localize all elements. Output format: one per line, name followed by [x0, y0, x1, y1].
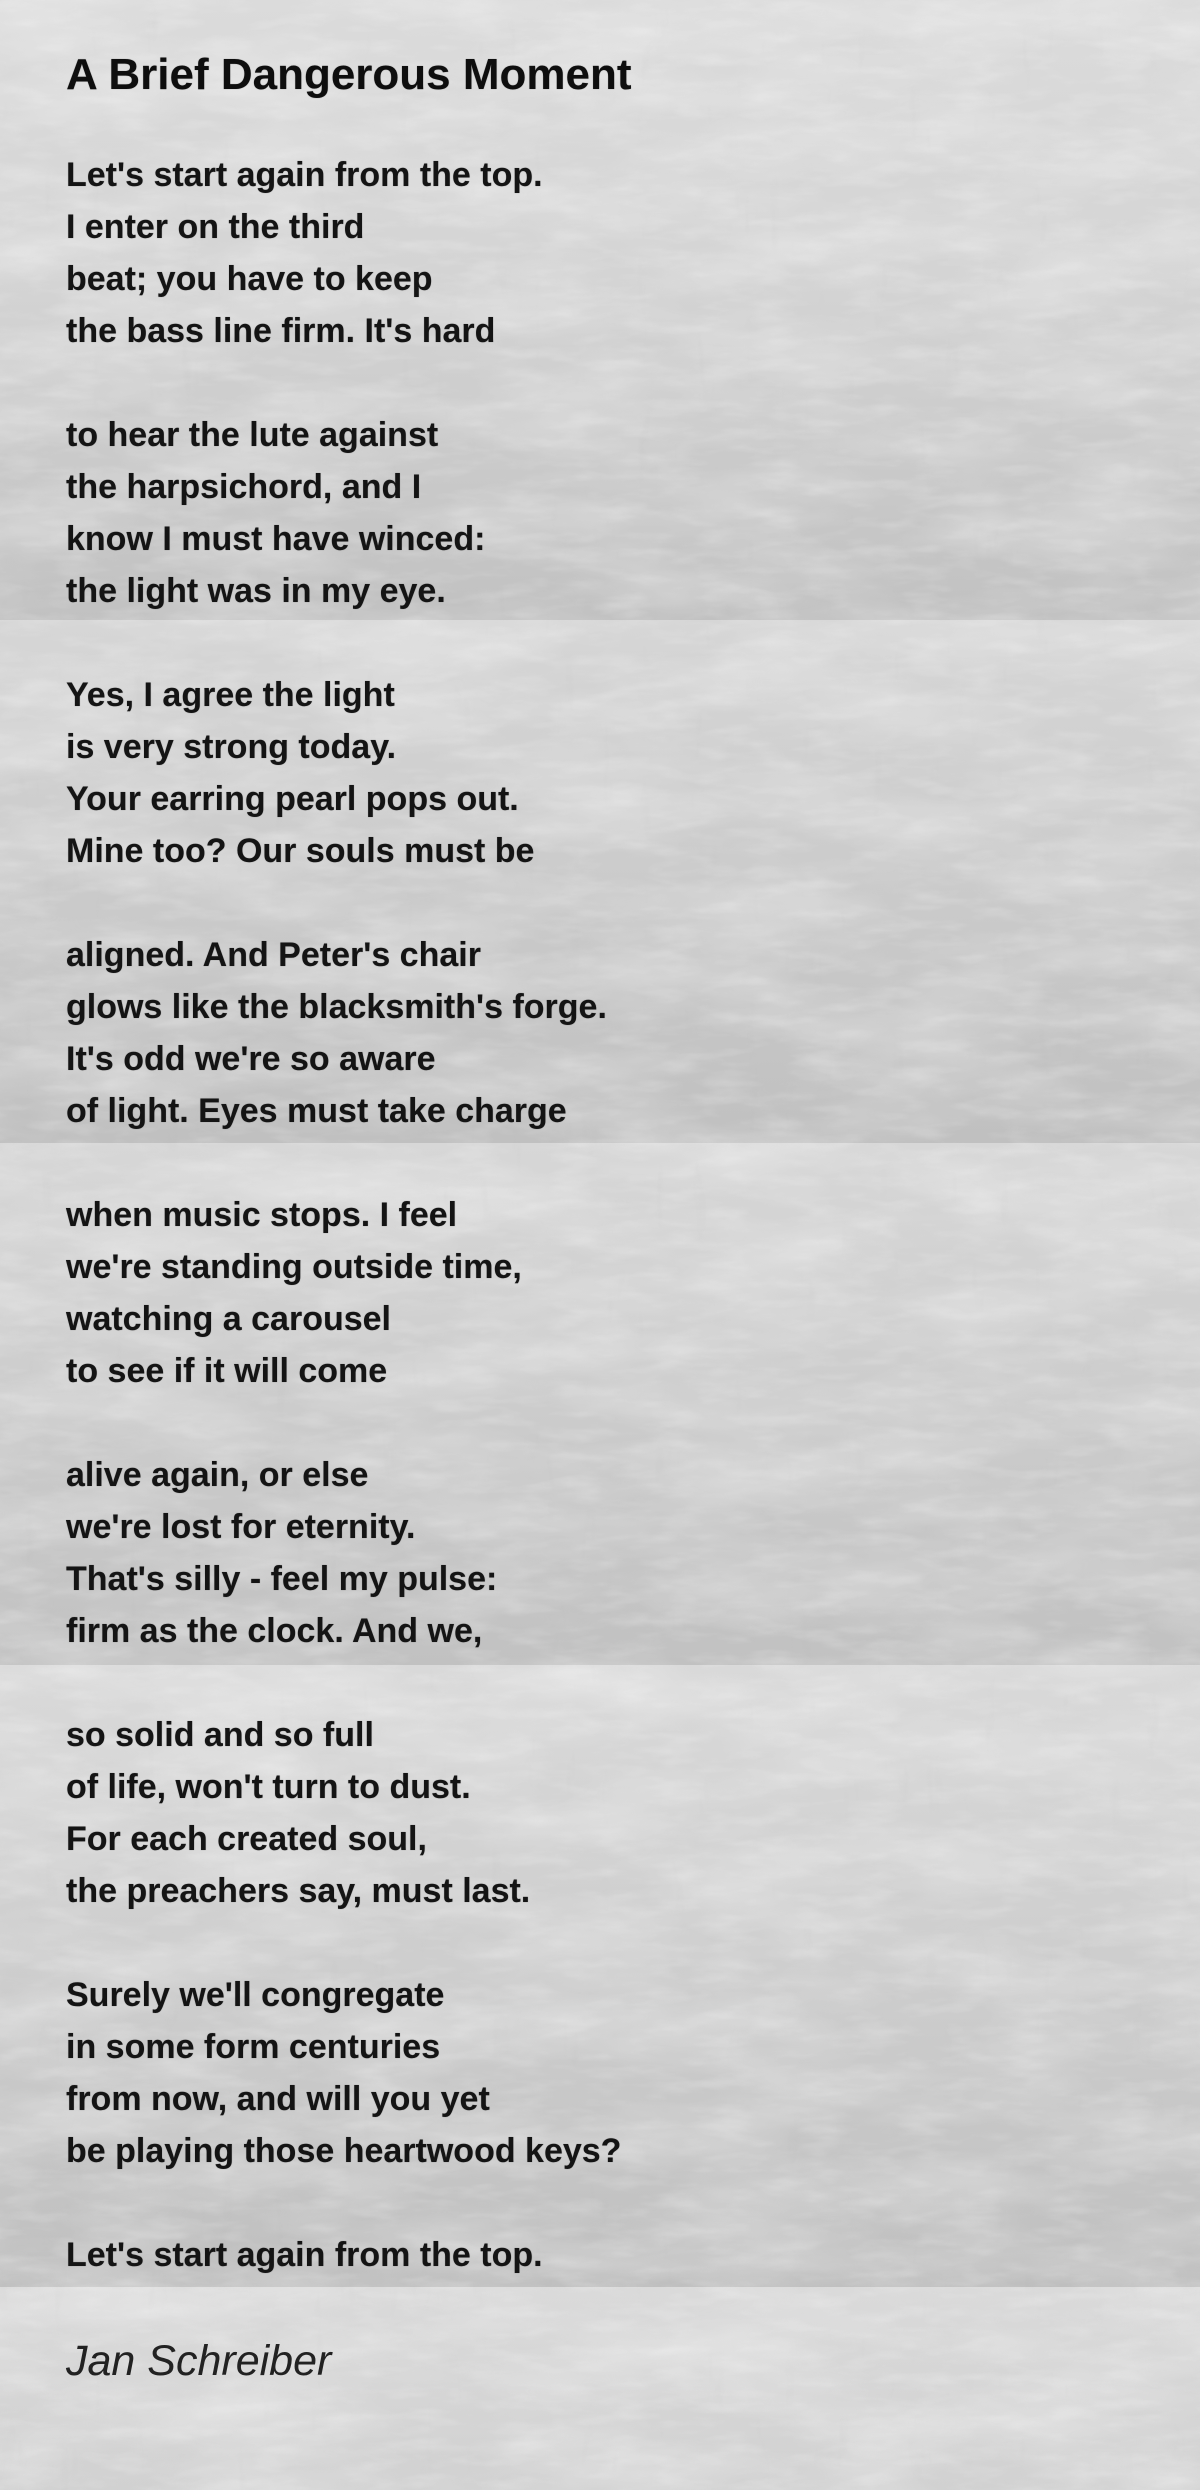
poem-line: Your earring pearl pops out.: [66, 780, 519, 818]
poem-line: I enter on the third: [66, 208, 365, 246]
poem-stanza-9: [66, 2229, 632, 2281]
poem-line: the bass line firm. It's hard: [66, 312, 496, 350]
poem-line: is very strong today.: [66, 728, 397, 766]
poem-stanza-7: [66, 1709, 632, 1917]
poem-title: A Brief Dangerous Moment: [66, 50, 632, 99]
poem-author: Jan Schreiber: [66, 2337, 332, 2385]
poem-line: watching a carousel: [66, 1300, 391, 1338]
poem-stanza-5: [66, 1189, 632, 1397]
poem-line: glows like the blacksmith's forge.: [66, 988, 607, 1026]
poem-line: to hear the lute against: [66, 416, 439, 454]
poem-line: so solid and so full: [66, 1716, 374, 1754]
poem-line: be playing those heartwood keys?: [66, 2132, 622, 2170]
poem-line: That's silly - feel my pulse:: [66, 1560, 498, 1598]
poem-stanza-2: [66, 409, 632, 617]
poem-line: of light. Eyes must take charge: [66, 1092, 567, 1130]
poem-line: know I must have winced:: [66, 520, 486, 558]
poem-line: when music stops. I feel: [66, 1196, 458, 1234]
poem-line: from now, and will you yet: [66, 2080, 490, 2118]
poem-line: beat; you have to keep: [66, 260, 433, 298]
poem-line: the light was in my eye.: [66, 572, 446, 610]
poem-stanza-4: [66, 929, 632, 1137]
poem-stanza-1: [66, 149, 632, 357]
poem-stanza-3: [66, 669, 632, 877]
poem-line: Yes, I agree the light: [66, 676, 395, 714]
poem-line: aligned. And Peter's chair: [66, 936, 481, 974]
poem-line: the harpsichord, and I: [66, 468, 422, 506]
poem-stanza-6: [66, 1449, 632, 1657]
poem-line: For each created soul,: [66, 1820, 427, 1858]
poem-content: [66, 49, 632, 2387]
poem-line: in some form centuries: [66, 2028, 441, 2066]
poem-line: of life, won't turn to dust.: [66, 1768, 471, 1806]
poem-line: we're lost for eternity.: [66, 1508, 416, 1546]
poem-line: It's odd we're so aware: [66, 1040, 436, 1078]
poem-line: Mine too? Our souls must be: [66, 832, 535, 870]
poem-line: alive again, or else: [66, 1456, 369, 1494]
poem-line: the preachers say, must last.: [66, 1872, 531, 1910]
poem-line: Let's start again from the top.: [66, 156, 543, 194]
poem-line: Surely we'll congregate: [66, 1976, 445, 2014]
poem-line: to see if it will come: [66, 1352, 388, 1390]
poem-line: Let's start again from the top.: [66, 2236, 543, 2274]
poem-line: we're standing outside time,: [66, 1248, 522, 1286]
poem-line: firm as the clock. And we,: [66, 1612, 483, 1650]
poem-stanza-8: [66, 1969, 632, 2177]
